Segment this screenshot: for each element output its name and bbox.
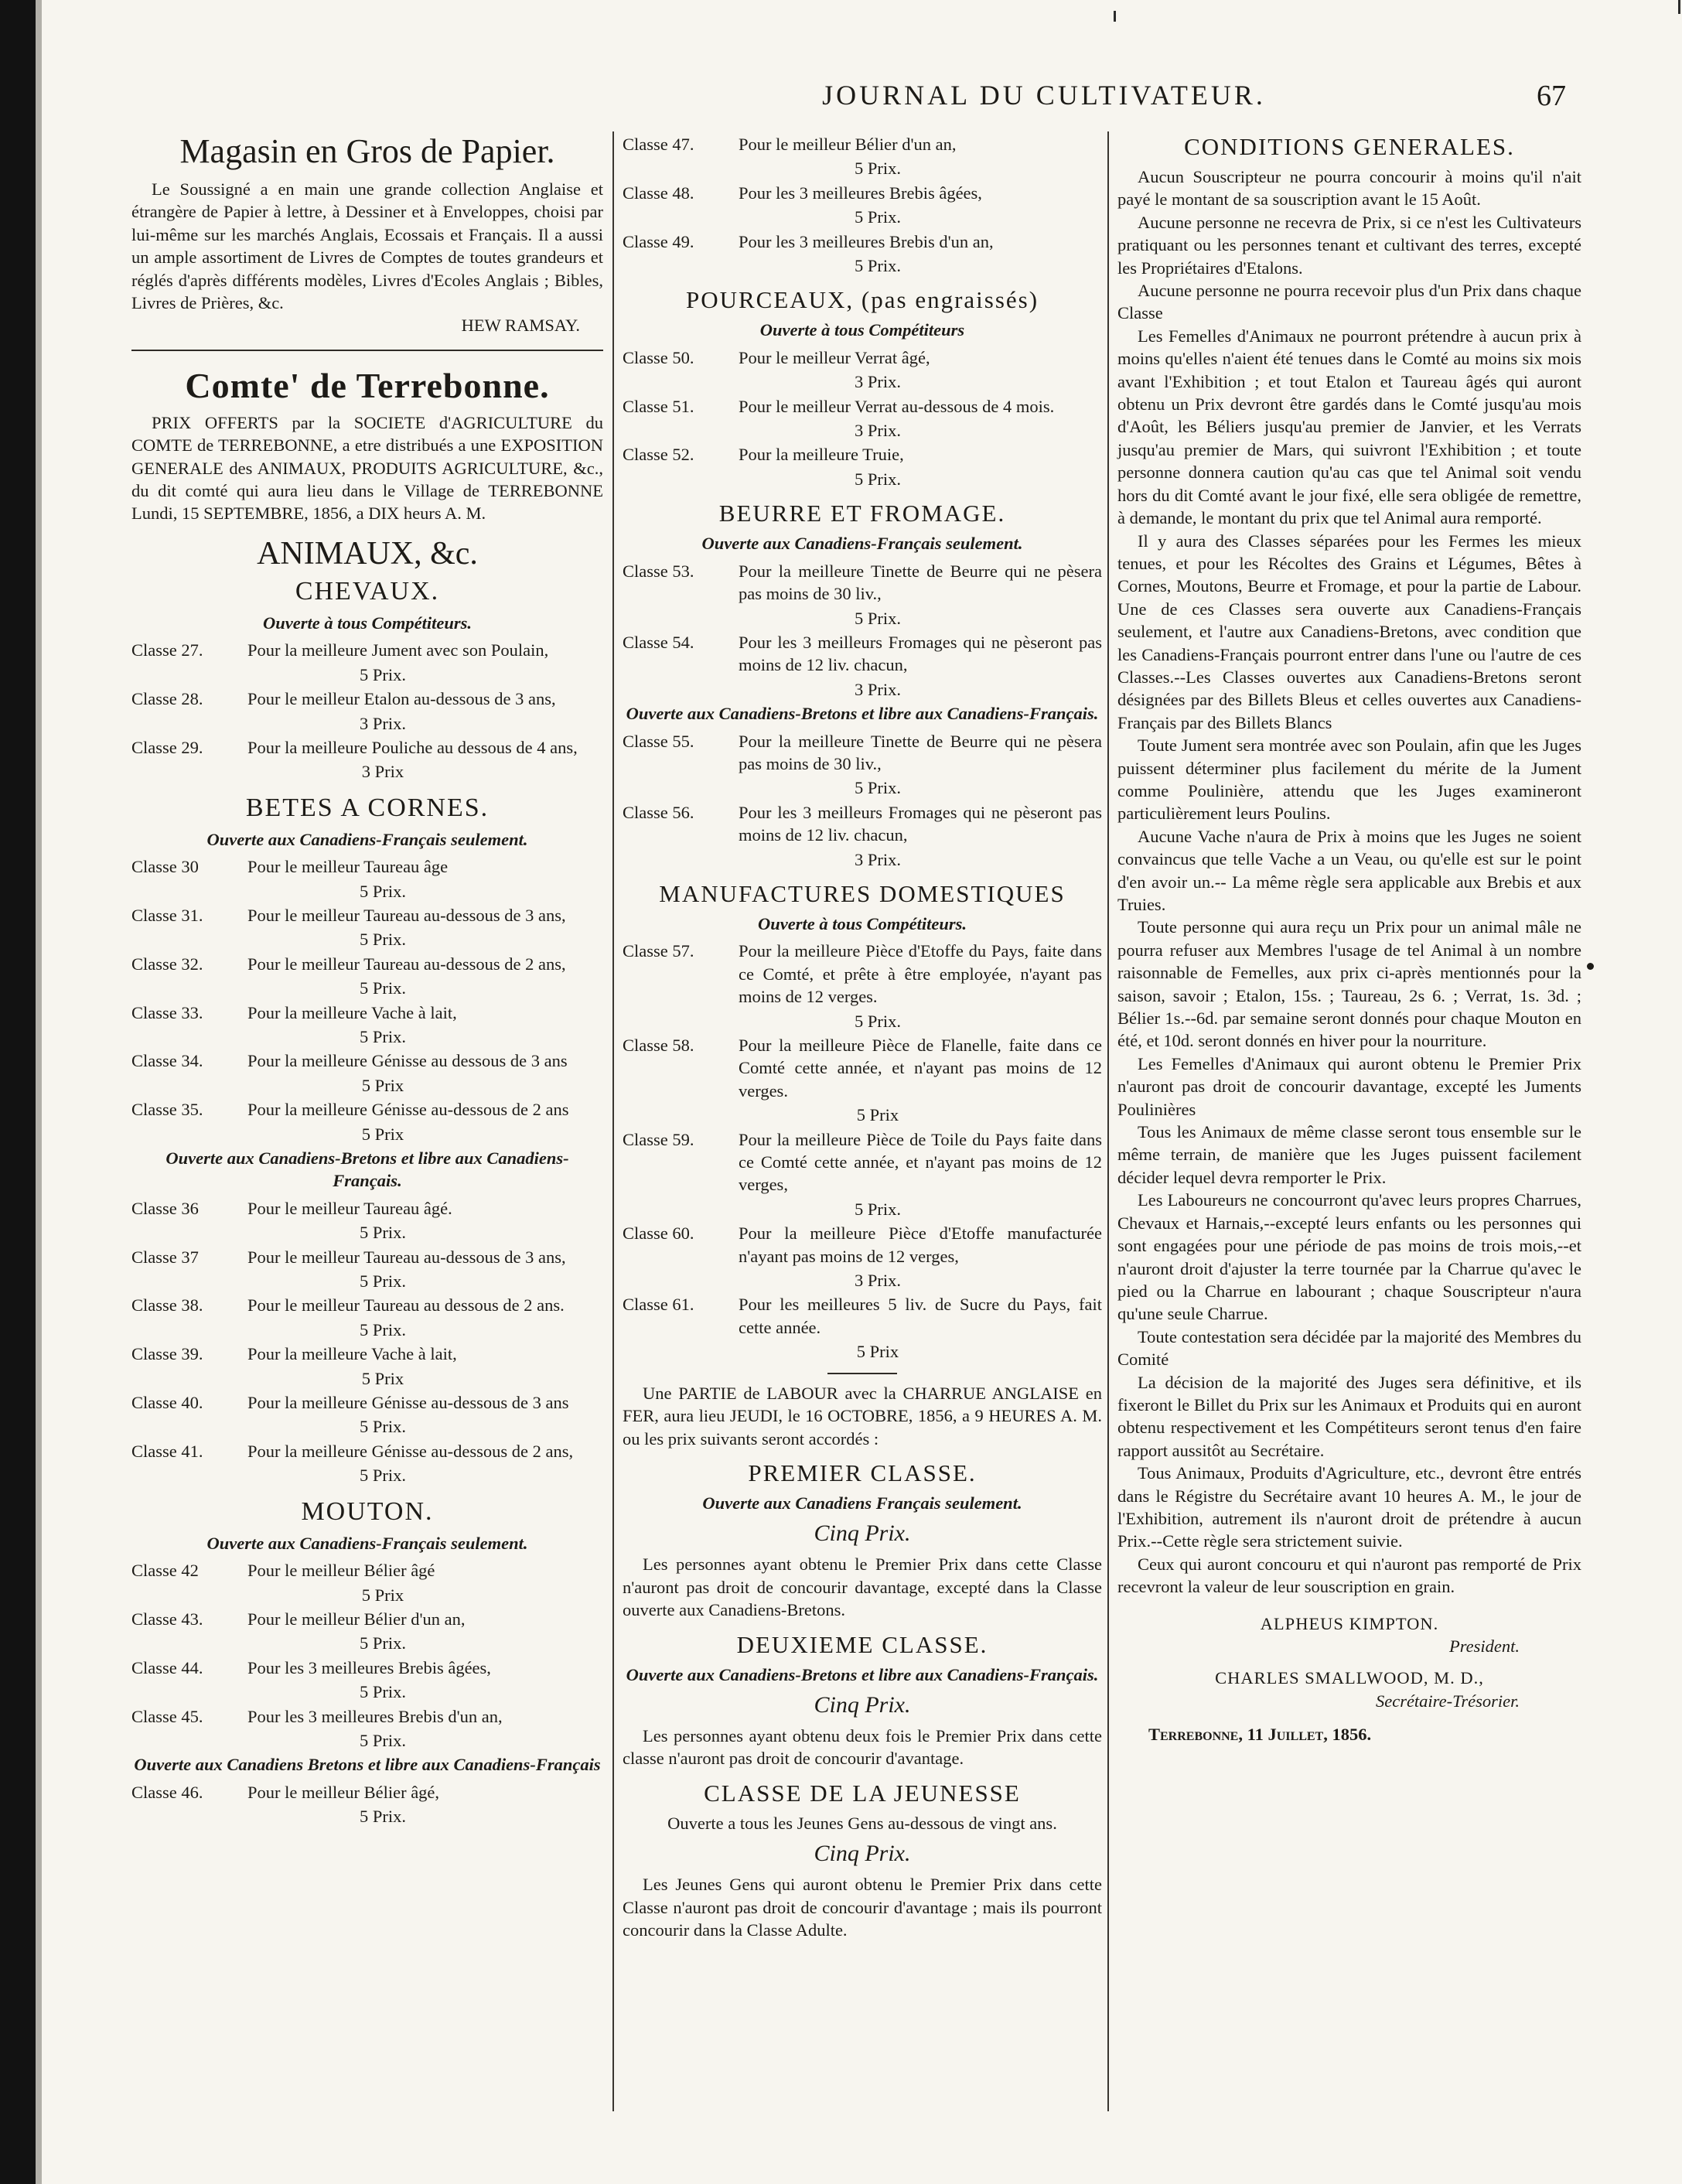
betes-list	[131, 855, 603, 1145]
column-divider	[1107, 131, 1109, 2111]
beurre-list-2	[623, 730, 1102, 871]
class-label: Classe 45.	[131, 1706, 203, 1726]
jeunesse-prix: Cinq Prix.	[814, 1841, 911, 1867]
column-3	[1117, 131, 1581, 1746]
condition-paragraph: Toute Jument sera montrée avec son Poulain, afin que les Juges puissent déterminer plus facilement du mérite de la Jument comme Poulinière, attendu que les Juges examineront particulièrement leurs Poulins.	[1117, 735, 1581, 824]
chevaux-list	[131, 639, 603, 783]
magasin-title: Magasin en Gros de Papier.	[179, 132, 555, 170]
class-prize-count: 5 Prix	[361, 1585, 404, 1605]
class-description: Pour les 3 meilleures Brebis âgées,	[739, 183, 982, 203]
animaux-title: ANIMAUX, &c.	[257, 535, 478, 572]
class-prize-count: 5 Prix.	[854, 469, 901, 489]
secretary-role: Secrétaire-Trésorier.	[1375, 1691, 1520, 1711]
class-description: Pour le meilleur Taureau au-dessous de 3 ans,	[247, 905, 566, 925]
class-label: Classe 39.	[131, 1344, 203, 1364]
class-prize-count: 5 Prix.	[359, 1026, 406, 1046]
class-label: Classe 52.	[623, 445, 694, 465]
margin-mark	[1678, 0, 1680, 14]
beurre-subtitle: Ouverte aux Canadiens-Français seulement.	[701, 534, 1023, 554]
column-1	[131, 131, 603, 1830]
condition-paragraph: Toute contestation sera décidée par la majorité des Membres du Comité	[1117, 1326, 1581, 1370]
journal-header: JOURNAL DU CULTIVATEUR.	[822, 80, 1266, 111]
class-prize-count: 5 Prix.	[359, 1417, 406, 1437]
comte-title: Comte' de Terrebonne.	[185, 365, 550, 405]
class-label: Classe 58.	[623, 1036, 694, 1055]
class-label: Classe 55.	[623, 731, 694, 751]
class-description: Pour le meilleur Taureau au-dessous de 2 ans,	[247, 954, 566, 974]
prize-class-entry	[131, 953, 603, 1000]
class-description: Pour la meilleure Pièce de Flanelle, faite dans ce Comté cette année, et n'ayant pas moins de 12 verges.	[739, 1036, 1102, 1101]
prize-class-entry	[131, 736, 603, 783]
prize-class-entry	[131, 1559, 603, 1606]
class-prize-count: 3 Prix.	[359, 713, 406, 733]
class-prize-count: 5 Prix.	[854, 256, 901, 276]
place-date: Terrebonne, 11 Juillet, 1856.	[1148, 1725, 1372, 1745]
prize-class-entry	[623, 230, 1102, 278]
deuxieme-classe-prix: Cinq Prix.	[814, 1691, 911, 1718]
class-description: Pour les 3 meilleurs Fromages qui ne pèseront pas moins de 12 liv. chacun,	[739, 632, 1102, 675]
class-label: Classe 40.	[131, 1393, 203, 1413]
prize-class-entry	[131, 1608, 603, 1655]
prize-class-entry	[131, 1197, 603, 1244]
pourceaux-list	[623, 346, 1102, 490]
class-prize-count: 5 Prix.	[854, 778, 901, 798]
deuxieme-classe-subtitle: Ouverte aux Canadiens-Bretons et libre aux Canadiens-Français.	[626, 1664, 1099, 1684]
class-prize-count: 5 Prix	[856, 1342, 899, 1362]
magasin-signature: HEW RAMSAY.	[461, 316, 580, 336]
prize-class-entry	[131, 1440, 603, 1487]
class-description: Pour la meilleure Pièce d'Etoffe du Pays, faite dans ce Comté, et prête à être employée, n'ayant pas moins de 12 verges.	[739, 941, 1102, 1007]
class-description: Pour la meilleure Génisse au-dessous de 2 ans,	[247, 1441, 574, 1461]
section-rule	[827, 1373, 897, 1374]
class-description: Pour le meilleur Verrat âgé,	[739, 347, 930, 367]
mouton-cont-list	[623, 133, 1102, 277]
class-prize-count: 3 Prix.	[854, 372, 901, 392]
manufactures-list	[623, 940, 1102, 1363]
mouton-subtitle: Ouverte aux Canadiens-Français seulement.	[206, 1533, 528, 1553]
jeunesse-title: CLASSE DE LA JEUNESSE	[704, 1779, 1021, 1807]
class-description: Pour les 3 meilleurs Fromages qui ne pèseront pas moins de 12 liv. chacun,	[739, 802, 1102, 845]
class-prize-count: 5 Prix.	[359, 1682, 406, 1702]
class-prize-count: 5 Prix	[361, 1124, 404, 1144]
class-description: Pour les 3 meilleures Brebis d'un an,	[247, 1706, 503, 1726]
prize-class-entry	[131, 1343, 603, 1390]
class-prize-count: 3 Prix.	[854, 849, 901, 869]
class-label: Classe 36	[131, 1198, 199, 1218]
class-prize-count: 5 Prix.	[359, 930, 406, 950]
class-label: Classe 27.	[131, 640, 203, 660]
jeunesse-subtitle: Ouverte a tous les Jeunes Gens au-dessous de vingt ans.	[667, 1813, 1057, 1833]
ink-dot	[1587, 963, 1594, 970]
mouton-subtitle-2: Ouverte aux Canadiens Bretons et libre aux Canadiens-Français	[134, 1755, 601, 1775]
class-prize-count: 3 Prix.	[854, 679, 901, 699]
class-label: Classe 54.	[623, 632, 694, 652]
prize-class-entry	[623, 801, 1102, 871]
class-prize-count: 5 Prix.	[359, 664, 406, 684]
class-description: Pour la meilleure Génisse au-dessous de 3 ans	[247, 1393, 569, 1413]
class-label: Classe 33.	[131, 1002, 203, 1022]
class-label: Classe 53.	[623, 561, 694, 581]
prize-class-entry	[623, 730, 1102, 800]
prize-class-entry	[623, 182, 1102, 229]
spine-shadow	[36, 0, 42, 2184]
betes-subtitle: Ouverte aux Canadiens-Français seulement.	[206, 829, 528, 849]
prize-class-entry	[623, 560, 1102, 630]
condition-paragraph: Il y aura des Classes séparées pour les Fermes les mieux tenues, et pour les Récoltes des Grains et Légumes, Bêtes à Cornes, Moutons, Beurre et Fromage, et pour la partie de Labour. Une de ces Classes sera ouverte aux Canadiens-Français seulement, et l'autre aux Canadiens-Bretons, avec condition que les Canadiens-Français pourront entrer dans l'une ou l'autre de ces Classes.--Les Classes ouvertes aux Canadiens-Bretons seront désignées par des Billets Bleus et celles ouvertes aux Canadiens-Français par des Billets Blancs	[1117, 531, 1581, 732]
class-label: Classe 51.	[623, 396, 694, 416]
class-label: Classe 29.	[131, 737, 203, 757]
mouton-list-2	[131, 1781, 603, 1828]
prize-class-entry	[623, 1293, 1102, 1363]
president-role: President.	[1448, 1636, 1520, 1656]
prize-class-entry	[131, 1657, 603, 1704]
prize-class-entry	[131, 1391, 603, 1438]
prize-class-entry	[131, 855, 603, 903]
prize-class-entry	[131, 1002, 603, 1049]
class-label: Classe 41.	[131, 1441, 203, 1461]
class-description: Pour le meilleur Taureau âgé.	[247, 1198, 452, 1218]
prize-class-entry	[623, 1222, 1102, 1292]
class-prize-count: 5 Prix.	[359, 1807, 406, 1827]
section-rule	[131, 350, 603, 351]
prize-class-entry	[623, 631, 1102, 701]
class-prize-count: 3 Prix.	[854, 421, 901, 441]
premier-classe-title: PREMIER CLASSE.	[748, 1459, 977, 1486]
class-prize-count: 3 Prix	[361, 762, 404, 782]
premier-classe-subtitle: Ouverte aux Canadiens Français seulement.	[702, 1493, 1022, 1513]
class-prize-count: 5 Prix	[361, 1368, 404, 1388]
class-prize-count: 5 Prix.	[854, 608, 901, 628]
class-description: Pour la meilleure Jument avec son Poulain,	[247, 640, 549, 660]
condition-paragraph: La décision de la majorité des Juges sera définitive, et ils fixeront le Billet du Prix sur les Animaux et Produits qui en auront obtenu respectivement et les Compétiteurs seront tenus d'en faire rapport aussitôt au Secrétaire.	[1117, 1372, 1581, 1460]
chevaux-title: CHEVAUX.	[295, 576, 440, 606]
labour-intro: Une PARTIE de LABOUR avec la CHARRUE ANGLAISE en FER, aura lieu JEUDI, le 16 OCTOBRE, 1856, a 9 HEURES A. M. ou les prix suivants seront accordés :	[623, 1383, 1102, 1449]
jeunesse-body: Les Jeunes Gens qui auront obtenu le Premier Prix dans cette Classe n'auront pas droit de concourir d'avantage ; mais ils pourront concourir dans la Classe Adulte.	[623, 1875, 1102, 1940]
manufactures-title: MANUFACTURES DOMESTIQUES	[659, 879, 1066, 907]
class-label: Classe 49.	[623, 231, 694, 251]
prize-class-entry	[131, 1098, 603, 1145]
class-prize-count: 5 Prix.	[854, 159, 901, 179]
condition-paragraph: Aucune personne ne pourra recevoir plus d'un Prix dans chaque Classe	[1117, 281, 1581, 323]
condition-paragraph: Les Femelles d'Animaux ne pourront prétendre à aucun prix à moins qu'elles n'aient été tenues dans le Comté au moins six mois avant l'Exhibition ; et tout Etalon et Taureau âgés qui auront obtenu un Prix devront être gardés dans le Comté jusqu'au mois d'Août, les Béliers jusqu'au premier de Janvier, et les Verrats jusqu'au premier de Mars, qui suivront l'Exhibition ; et toute personne donnera caution qu'au cas que tel Animal soit vendu hors du dit Comté avant le jour fixé, elle sera obligée de remettre, à demande, le montant du prix que tel Animal aura remporté.	[1117, 326, 1581, 528]
class-label: Classe 34.	[131, 1051, 203, 1071]
class-label: Classe 44.	[131, 1657, 203, 1677]
class-label: Classe 60.	[623, 1223, 694, 1244]
class-description: Pour le meilleur Taureau au-dessous de 3 ans,	[247, 1247, 566, 1267]
condition-paragraph: Aucune personne ne recevra de Prix, si ce n'est les Cultivateurs pratiquant ou les personnes tenant et cultivant des terres, excepté les Propriétaires d'Etalons.	[1117, 212, 1581, 278]
condition-paragraph: Les Laboureurs ne concourront qu'avec leurs propres Charrues, Chevaux et Harnais,--excepté leurs enfants ou les personnes qui sont engagées pour une période de pas moins de trois mois,--et n'auront droit d'ajuster la terre tournée par la Charrue qu'avec le pied ou la Charrue en labourant ; chaque Souscripteur n'aura qu'une seule Charrue.	[1117, 1190, 1581, 1324]
manufactures-subtitle: Ouverte à tous Compétiteurs.	[757, 913, 967, 933]
chevaux-subtitle: Ouverte à tous Compétiteurs.	[262, 613, 472, 633]
prize-class-entry	[131, 688, 603, 735]
condition-paragraph: Tous Animaux, Produits d'Agriculture, etc., devront être entrés dans le Régistre du Secrétaire avant 10 heures A. M., le jour de l'Exhibition, autrement ils n'auront droit de prétendre à aucun Prix.--Cette règle sera strictement suivie.	[1117, 1463, 1581, 1551]
prize-class-entry	[623, 940, 1102, 1032]
class-label: Classe 43.	[131, 1609, 203, 1629]
class-label: Classe 35.	[131, 1100, 203, 1120]
beurre-title: BEURRE ET FROMAGE.	[718, 500, 1006, 527]
mouton-title: MOUTON.	[301, 1496, 434, 1526]
condition-paragraph: Les Femelles d'Animaux qui auront obtenu le Premier Prix n'auront pas droit de concourir davantage, excepté les Juments Poulinières	[1117, 1053, 1581, 1119]
class-description: Pour le meilleur Taureau âge	[247, 857, 449, 877]
class-label: Classe 56.	[623, 802, 694, 822]
condition-paragraph: Aucun Souscripteur ne pourra concourir à moins qu'il n'ait payé le montant de sa souscription avant le 15 Août.	[1117, 167, 1581, 210]
prize-class-entry	[131, 1246, 603, 1293]
class-description: Pour la meilleure Tinette de Beurre qui ne pèsera pas moins de 30 liv.,	[739, 731, 1102, 773]
betes-title: BETES A CORNES.	[245, 793, 490, 822]
class-description: Pour les meilleures 5 liv. de Sucre du Pays, fait cette année.	[739, 1295, 1102, 1337]
prize-class-entry	[623, 395, 1102, 442]
column-divider	[612, 131, 614, 2111]
class-description: Pour la meilleure Génisse au dessous de 3 ans	[247, 1051, 568, 1071]
class-label: Classe 57.	[623, 941, 694, 961]
betes-subtitle-2: Ouverte aux Canadiens-Bretons et libre aux Canadiens-Français.	[165, 1148, 569, 1191]
class-description: Pour les 3 meilleures Brebis âgées,	[247, 1657, 491, 1677]
page-number: 67	[1537, 80, 1566, 112]
class-label: Classe 30	[131, 857, 199, 877]
betes-list-2	[131, 1197, 603, 1487]
class-prize-count: 5 Prix.	[359, 1633, 406, 1653]
deuxieme-classe-body: Les personnes ayant obtenu deux fois le Premier Prix dans cette classe n'auront pas droit de concourir d'avantage.	[623, 1725, 1102, 1769]
class-prize-count: 5 Prix.	[359, 1466, 406, 1486]
magasin-body: Le Soussigné a en main une grande collection Anglaise et étrangère de Papier à lettre, à Dessiner et à Enveloppes, choisi par lui-même sur les marchés Anglais, Ecossais et Français. Il a aussi un ample assortiment de Livres de Comptes de toutes grandeurs et réglés d'après différents modèles, Livres d'Ecoles Anglais ; Bibles, Livres de Prières, &c.	[131, 179, 603, 313]
class-description: Pour la meilleure Pouliche au dessous de 4 ans,	[247, 737, 578, 757]
prize-class-entry	[623, 1034, 1102, 1127]
class-label: Classe 46.	[131, 1782, 203, 1802]
class-prize-count: 5 Prix.	[359, 881, 406, 901]
class-description: Pour le meilleur Bélier d'un an,	[247, 1609, 466, 1629]
prize-class-entry	[131, 1705, 603, 1752]
class-prize-count: 5 Prix	[856, 1105, 899, 1125]
class-label: Classe 42	[131, 1561, 199, 1581]
class-description: Pour le meilleur Taureau au dessous de 2 ans.	[247, 1295, 565, 1316]
class-prize-count: 5 Prix.	[359, 978, 406, 998]
class-label: Classe 38.	[131, 1295, 203, 1316]
class-label: Classe 32.	[131, 954, 203, 974]
prize-class-entry	[623, 1128, 1102, 1221]
prize-class-entry	[131, 639, 603, 686]
class-description: Pour la meilleure Pièce de Toile du Pays faite dans ce Comté cette année, et n'ayant pas moins de 12 verges,	[739, 1129, 1102, 1195]
condition-paragraph: Aucune Vache n'aura de Prix à moins que les Juges ne soient convaincus que telle Vache a un Veau, ou qu'elle est sur le point d'en avoir un.-- La même règle sera applicable aux Brebis et aux Truies.	[1117, 826, 1581, 914]
prize-class-entry	[131, 1781, 603, 1828]
class-description: Pour le meilleur Bélier d'un an,	[739, 135, 957, 154]
class-description: Pour les 3 meilleures Brebis d'un an,	[739, 231, 994, 251]
class-description: Pour la meilleure Pièce d'Etoffe manufacturée n'ayant pas moins de 12 verges,	[739, 1223, 1102, 1266]
margin-mark	[1114, 11, 1116, 22]
conditions-paragraphs	[1117, 166, 1581, 1599]
class-label: Classe 48.	[623, 183, 694, 203]
class-prize-count: 5 Prix.	[854, 1199, 901, 1219]
page-spine	[0, 0, 36, 2184]
class-label: Classe 59.	[623, 1129, 694, 1149]
class-prize-count: 5 Prix.	[854, 207, 901, 227]
class-prize-count: 5 Prix.	[359, 1271, 406, 1292]
premier-classe-prix: Cinq Prix.	[814, 1520, 911, 1547]
class-label: Classe 61.	[623, 1295, 694, 1315]
class-label: Classe 50.	[623, 347, 694, 367]
pourceaux-subtitle: Ouverte à tous Compétiteurs	[759, 320, 965, 340]
beurre-subtitle-2: Ouverte aux Canadiens-Bretons et libre aux Canadiens-Français.	[626, 704, 1099, 724]
condition-paragraph: Ceux qui auront concouru et qui n'auront pas remporté de Prix recevront la valeur de leur souscription en grain.	[1117, 1554, 1581, 1597]
prize-class-entry	[131, 1294, 603, 1341]
president-name: ALPHEUS KIMPTON.	[1260, 1613, 1439, 1633]
condition-paragraph: Tous les Animaux de même classe seront tous ensemble sur le même terrain, de manière que les Juges puissent facilement décider lequel devra remporter le Prix.	[1117, 1122, 1581, 1187]
class-label: Classe 37	[131, 1247, 199, 1267]
condition-paragraph: Toute personne qui aura reçu un Prix pour un animal mâle ne pourra refuser aux Membres l'usage de tel Animal à un nombre raisonnable de Femelles, aux prix ci-après mentionnés pour la saison, savoir ; Etalon, 15s. ; Taureau, 2s 6. ; Verrat, 1s. 3d. ; Bélier 1s.--6d. par semaine seront donnés pour chaque Mouton en été, et 10d. seront donnés en hiver pour la nourriture.	[1117, 917, 1581, 1051]
prize-class-entry	[623, 346, 1102, 394]
beurre-list	[623, 560, 1102, 701]
prize-class-entry	[623, 133, 1102, 180]
comte-body: PRIX OFFERTS par la SOCIETE d'AGRICULTURE du COMTE de TERREBONNE, a etre distribués a une EXPOSITION GENERALE des ANIMAUX, PRODUITS AGRICULTURE, &c., du dit comté qui aura lieu dans le Village de TERREBONNE Lundi, 15 SEPTEMBRE, 1856, a DIX heurs A. M.	[131, 412, 603, 524]
class-prize-count: 5 Prix.	[359, 1319, 406, 1339]
prize-class-entry	[623, 443, 1102, 490]
mouton-list	[131, 1559, 603, 1752]
conditions-title: CONDITIONS GENERALES.	[1184, 133, 1515, 160]
class-prize-count: 5 Prix	[361, 1075, 404, 1095]
class-description: Pour le meilleur Bélier âgé	[247, 1561, 435, 1581]
secretary-name: CHARLES SMALLWOOD, M. D.,	[1215, 1668, 1484, 1688]
class-prize-count: 3 Prix.	[854, 1271, 901, 1291]
column-2	[623, 131, 1102, 1941]
class-description: Pour la meilleure Vache à lait,	[247, 1002, 457, 1022]
class-description: Pour la meilleure Vache à lait,	[247, 1344, 457, 1364]
class-prize-count: 5 Prix.	[359, 1730, 406, 1750]
class-label: Classe 47.	[623, 135, 694, 154]
prize-class-entry	[131, 904, 603, 951]
class-description: Pour le meilleur Etalon au-dessous de 3 ans,	[247, 689, 556, 709]
class-prize-count: 5 Prix.	[854, 1011, 901, 1031]
premier-classe-body: Les personnes ayant obtenu le Premier Prix dans cette Classe n'auront pas droit de concourir davantage, excepté dans la Classe ouverte aux Canadiens-Bretons.	[623, 1554, 1102, 1620]
class-prize-count: 5 Prix.	[359, 1223, 406, 1243]
pourceaux-title: POURCEAUX, (pas engraissés)	[685, 286, 1039, 314]
class-label: Classe 31.	[131, 905, 203, 925]
prize-class-entry	[131, 1049, 603, 1097]
class-description: Pour la meilleure Tinette de Beurre qui ne pèsera pas moins de 30 liv.,	[739, 561, 1102, 604]
class-description: Pour le meilleur Bélier âgé,	[247, 1782, 440, 1802]
class-description: Pour la meilleure Truie,	[739, 445, 904, 465]
class-description: Pour la meilleure Génisse au-dessous de 2 ans	[247, 1100, 569, 1120]
class-label: Classe 28.	[131, 689, 203, 709]
class-description: Pour le meilleur Verrat au-dessous de 4 mois.	[739, 396, 1055, 416]
deuxieme-classe-title: DEUXIEME CLASSE.	[736, 1630, 988, 1658]
